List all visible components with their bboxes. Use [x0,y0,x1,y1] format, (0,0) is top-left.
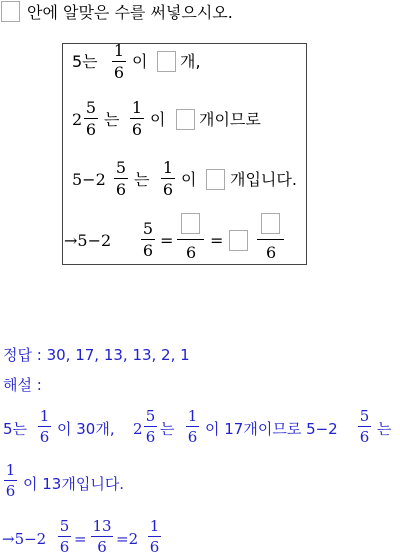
denominator: 6 [85,120,97,140]
numerator: 1 [113,41,125,60]
denominator: 6 [59,538,70,557]
fraction [358,409,371,445]
denominator: 6 [186,243,197,262]
numerator: 5 [85,98,97,117]
whole-number: 2 [72,110,83,129]
text: 이 13개입니다. [23,475,125,493]
answer-blank[interactable] [206,169,225,190]
fraction [91,519,113,555]
numerator: 1 [5,461,16,479]
denominator: 6 [187,428,198,447]
denominator: 6 [113,63,125,83]
text: 는 [104,110,120,129]
numerator: 5 [142,219,154,238]
text: 이 [181,170,197,189]
expression: →5−2 [64,231,112,250]
fraction [84,100,98,138]
fraction-bar [257,239,284,240]
fraction [141,221,155,259]
numerator: 5 [59,517,70,535]
fraction [4,463,17,499]
numerator: 1 [131,98,143,117]
text: 개이므로 [199,110,261,129]
denominator: 6 [39,428,50,447]
equals: = [210,231,224,250]
whole-number: 2 [133,420,143,438]
answer-blank[interactable] [229,230,248,251]
denominator: 6 [142,241,154,261]
numerator: 1 [162,158,174,177]
answer-label: 정답 : 30, 17, 13, 13, 2, 1 [3,346,190,364]
numerator: 5 [359,407,370,425]
fraction [186,409,199,445]
numerator: 5 [115,158,127,177]
instruction-text: 안에 알맞은 수를 써넣으시오. [27,3,233,22]
text: 는 [377,420,392,438]
fraction [177,213,204,261]
denominator: 6 [149,538,160,557]
text: 5는 [72,52,98,71]
fraction-bar [177,239,204,240]
equals: = [74,530,87,548]
fraction [114,160,128,198]
answer-blank[interactable] [261,213,280,234]
text: 는 [160,420,175,438]
numerator: 13 [92,517,112,535]
denominator: 6 [266,243,277,262]
equals: = [160,231,174,250]
text: 이 17개이므로 5−2 [205,420,338,438]
denominator: 6 [97,538,107,557]
denominator: 6 [131,120,143,140]
text: 개, [180,52,201,71]
explanation-label: 해설 : [3,376,42,394]
denominator: 6 [162,180,174,200]
text: 이 30개, [57,420,115,438]
equals-whole: =2 [116,530,139,548]
denominator: 6 [145,428,156,447]
numerator: 1 [187,407,198,425]
fraction [130,100,144,138]
answer-blank[interactable] [157,51,176,72]
fraction [112,43,126,81]
text: 5는 [3,420,28,438]
text: 개입니다. [230,170,297,189]
expression: →5−2 [2,530,47,548]
fraction [38,409,51,445]
answer-blank[interactable] [181,213,200,234]
numerator: 5 [145,407,156,425]
fraction [161,160,175,198]
numerator: 1 [149,517,160,535]
fraction [257,213,284,261]
denominator: 6 [5,482,16,501]
text: 는 [134,170,150,189]
fraction [144,409,157,445]
expression: 5−2 [72,170,106,189]
numerator: 1 [39,407,50,425]
denominator: 6 [359,428,370,447]
answer-blank[interactable] [176,109,195,130]
fraction [148,519,161,555]
answer-blank[interactable] [1,1,20,22]
text: 이 [132,52,148,71]
fraction [58,519,71,555]
text: 이 [150,110,166,129]
denominator: 6 [115,180,127,200]
